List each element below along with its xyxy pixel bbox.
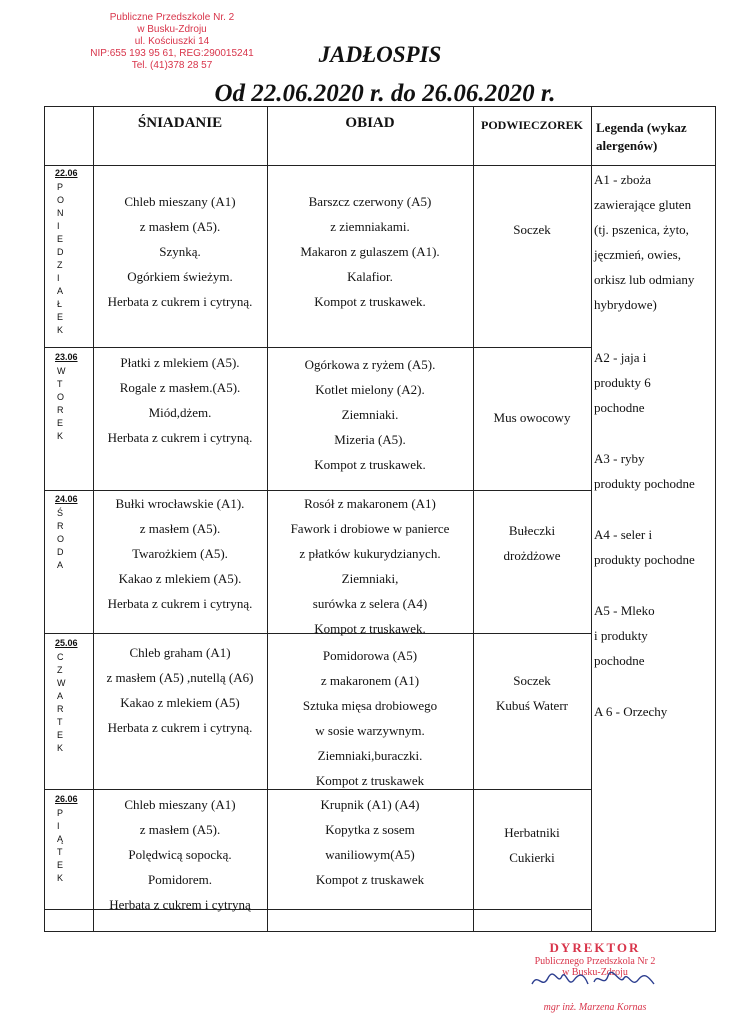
legend-header: Legenda (wykaz alergenów) [596,120,687,153]
day-letter: O [57,195,65,205]
menu-line: Miód,dżem. [148,405,212,420]
menu-line: Herbatniki [504,825,560,840]
stamp-line: w Busku-Zdroju [562,967,628,978]
day-letter: O [57,534,65,544]
day-date: 22.06 [55,168,78,178]
day-date: 24.06 [55,494,78,504]
stamp-line: ul. Kościuszki 14 [134,36,210,47]
menu-line: Ogórkowa z ryżem (A5). [304,357,436,372]
day-letter: C [57,652,64,662]
menu-line: Mizeria (A5). [334,432,406,447]
menu-line: Kompot z truskawek [315,872,425,887]
legend-item-a3 [594,446,714,496]
menu-line: Herbata z cukrem i cytryną. [107,596,253,611]
day-letter: P [57,808,64,818]
menu-line: Fawork i drobiowe w panierce [290,521,450,536]
director-stamp [500,940,690,1013]
menu-line: Makaron z gulaszem (A1). [300,244,440,259]
day-letter: R [57,704,64,714]
menu-line: z masłem (A5). [139,521,221,536]
day-letter: T [57,717,63,727]
column-divider [591,107,592,931]
day-date: 26.06 [55,794,78,804]
menu-line: w sosie warzywnym. [315,723,425,738]
legend-line: (tj. pszenica, żyto, [594,222,689,237]
day-letter: T [57,379,63,389]
legend-line: produkty 6 [594,375,651,390]
menu-line: z masłem (A5). [139,822,221,837]
menu-line: Rogale z masłem.(A5). [119,380,241,395]
menu-line: Twarożkiem (A5). [132,546,228,561]
menu-line: Pomidorowa (A5) [322,648,418,663]
lunch-cell [267,491,473,641]
menu-line: Kalafior. [347,269,393,284]
day-letter: I [57,273,60,283]
breakfast-cell [93,792,267,917]
day-letter: E [57,418,64,428]
day-letter: D [57,247,64,257]
legend-item-a4 [594,522,714,572]
day-letter: K [57,325,64,335]
menu-line: Herbata z cukrem i cytryną. [107,720,253,735]
menu-line: z masłem (A5). [139,219,221,234]
legend-line: A3 - ryby [594,451,645,466]
menu-line: Barszcz czerwony (A5) [308,194,432,209]
legend-line: produkty pochodne [594,552,695,567]
day-letter: I [57,821,60,831]
day-letter: P [57,182,64,192]
header-divider [45,165,715,166]
menu-line: Ziemniaki,buraczki. [317,748,423,763]
snack-cell [473,668,591,718]
menu-line: Herbata z cukrem i cytryną. [107,294,253,309]
stamp-line: NIP:655 193 95 61, REG:290015241 [90,48,254,59]
legend-line: hybrydowe) [594,297,657,312]
menu-line: Bułki wrocławskie (A1). [115,496,245,511]
legend-item-a1 [594,167,714,317]
lunch-cell [267,189,473,314]
menu-line: Kompot z truskawek. [314,457,426,472]
institution-stamp [62,12,282,72]
day-letter: A [57,691,64,701]
menu-line: Kakao z mlekiem (A5). [118,571,242,586]
menu-line: Polędwicą sopocką. [128,847,232,862]
menu-line: Krupnik (A1) (A4) [320,797,420,812]
legend-line: A2 - jaja i [594,350,647,365]
menu-line: Kakao z mlekiem (A5) [120,695,240,710]
day-letter: Z [57,665,63,675]
menu-line: Kompot z truskawek. [314,621,426,636]
legend-line: A1 - zboża [594,172,652,187]
snack-cell [473,405,591,430]
day-letter: A [57,286,64,296]
day-letter: E [57,730,64,740]
day-letter: D [57,547,64,557]
menu-line: Ziemniaki, [341,571,399,586]
lunch-cell [267,643,473,793]
menu-line: Chleb graham (A1) [129,645,231,660]
signature-icon [528,968,658,992]
day-date: 25.06 [55,638,78,648]
menu-line: Pomidorem. [148,872,212,887]
menu-line: surówka z selera (A4) [312,596,428,611]
stamp-name: mgr inż. Marzena Kornas [543,1002,647,1013]
stamp-title: DYREKTOR [549,940,641,955]
breakfast-cell [93,350,267,450]
day-letter: Ś [57,508,64,518]
menu-line: Chleb mieszany (A1) [124,194,236,209]
day-letter: K [57,873,64,883]
legend-line: zawierające gluten [594,197,692,212]
lunch-header: OBIAD [345,115,395,131]
day-letter: K [57,743,64,753]
legend-line: A4 - seler i [594,527,653,542]
menu-line: drożdżowe [503,548,561,563]
legend-line: jęczmień, owies, [594,247,681,262]
page-title: JADŁOSPIS [318,42,442,67]
day-label [55,793,95,885]
snack-cell [473,820,591,870]
stamp-line: Publiczne Przedszkole Nr. 2 [109,12,235,23]
breakfast-cell [93,189,267,314]
day-date: 23.06 [55,352,78,362]
day-letter: W [57,366,66,376]
snack-cell [473,217,591,242]
day-letter: E [57,860,64,870]
lunch-cell [267,792,473,892]
menu-line: Rosół z makaronem (A1) [304,496,436,511]
menu-line: Kotlet mielony (A2). [315,382,425,397]
snack-header: PODWIECZOREK [480,118,583,132]
menu-line: Herbata z cukrem i cytryną. [107,430,253,445]
row-divider [45,347,591,348]
legend-line: pochodne [594,653,645,668]
legend-line: i produkty [594,628,648,643]
menu-line: Soczek [513,222,551,237]
lunch-cell [267,352,473,477]
day-letter: N [57,208,64,218]
menu-line: Bułeczki [508,523,556,538]
day-letter: A [57,560,64,570]
menu-line: Soczek [513,673,551,688]
stamp-line: w Busku-Zdroju [137,24,207,35]
legend-line: pochodne [594,400,645,415]
day-letter: O [57,392,65,402]
day-label [55,637,95,755]
menu-line: z płatków kukurydzianych. [299,546,441,561]
legend-item-a2 [594,345,714,420]
menu-line: Herbata z cukrem i cytryną [109,897,251,912]
day-letter: R [57,405,64,415]
day-letter: R [57,521,64,531]
day-letter: W [57,678,66,688]
day-letter: Ł [57,299,63,309]
menu-line: Mus owocowy [493,410,571,425]
legend-line: orkisz lub odmiany [594,272,695,287]
menu-table [44,106,716,932]
legend-line: produkty pochodne [594,476,695,491]
day-letter: E [57,312,64,322]
menu-line: Kubuś Waterr [495,698,568,713]
legend-item-a6 [594,699,714,724]
menu-line: Kopytka z sosem [325,822,415,837]
legend-line: A5 - Mleko [594,603,655,618]
menu-line: Płatki z mlekiem (A5). [120,355,240,370]
menu-line: Cukierki [509,850,555,865]
menu-line: Szynką. [159,244,201,259]
day-letter: Z [57,260,63,270]
legend-item-a5 [594,598,714,673]
menu-line: z masłem (A5) ,nutellą (A6) [106,670,254,685]
menu-line: z ziemniakami. [330,219,410,234]
stamp-line: Tel. (41)378 28 57 [131,60,213,71]
day-label [55,351,95,443]
menu-line: waniliowym(A5) [325,847,415,862]
day-letter: Ą [57,834,64,844]
menu-line: Ogórkiem świeżym. [127,269,233,284]
day-letter: E [57,234,64,244]
legend-line: A 6 - Orzechy [594,704,668,719]
breakfast-cell [93,491,267,616]
day-label [55,493,95,572]
day-label [55,167,95,337]
day-letter: I [57,221,60,231]
menu-line: Chleb mieszany (A1) [124,797,236,812]
day-letter: T [57,847,63,857]
menu-line: Kompot z truskawek [315,773,425,788]
menu-line: Sztuka mięsa drobiowego [302,698,438,713]
snack-cell [473,518,591,568]
stamp-line: Publicznego Przedszkola Nr 2 [534,956,656,967]
menu-line: Kompot z truskawek. [314,294,426,309]
breakfast-cell [93,640,267,740]
day-letter: K [57,431,64,441]
menu-line: Ziemniaki. [341,407,399,422]
breakfast-header: ŚNIADANIE [137,115,223,131]
menu-line: z makaronem (A1) [320,673,420,688]
date-range: Od 22.06.2020 r. do 26.06.2020 r. [214,80,556,107]
